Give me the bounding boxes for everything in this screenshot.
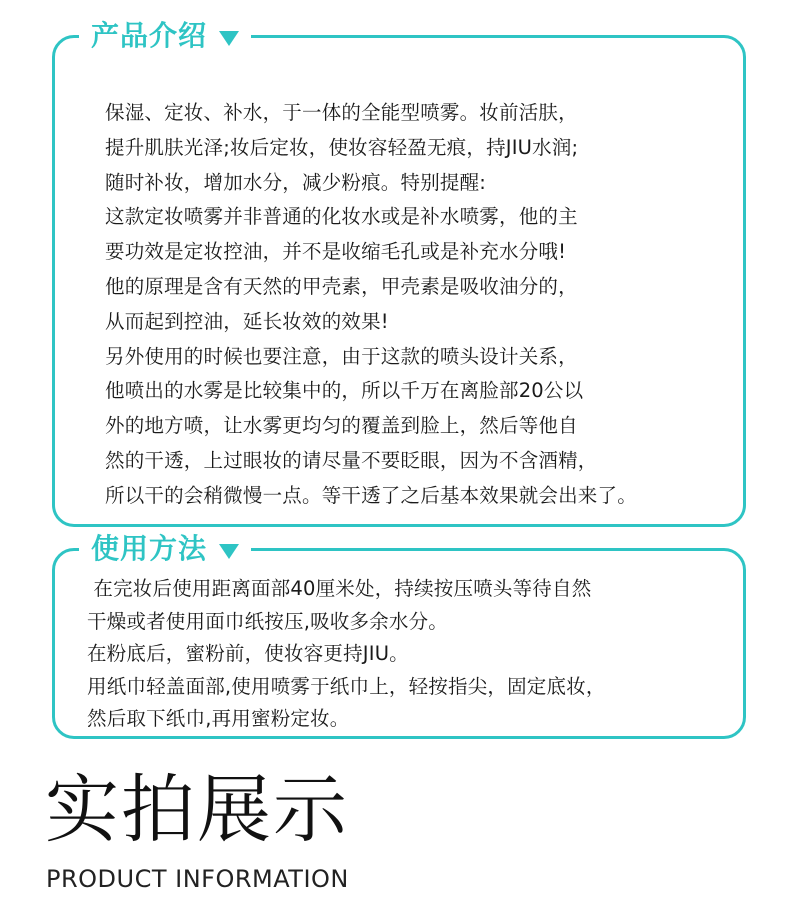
intro-line: 随时补妆，增加水分，减少粉痕。特别提醒: xyxy=(105,170,487,194)
product-intro-text xyxy=(105,96,637,514)
triangle-down-icon xyxy=(219,31,239,46)
usage-text xyxy=(87,573,606,736)
usage-line: 干燥或者使用面巾纸按压,吸收多余水分。 xyxy=(87,609,448,633)
intro-line: 他的原理是含有天然的甲壳素，甲壳素是吸收油分的， xyxy=(105,274,578,298)
intro-line: 外的地方喷，让水雾更均匀的覆盖到脸上，然后等他自 xyxy=(105,414,578,438)
intro-line: 这款定妆喷雾并非普通的化妆水或是补水喷雾，他的主 xyxy=(105,205,578,229)
usage-header xyxy=(79,527,251,571)
usage-line: 然后取下纸巾,再用蜜粉定妆。 xyxy=(87,707,350,731)
product-intro-header xyxy=(79,14,251,58)
intro-line: 保湿、定妆、补水，于一体的全能型喷雾。妆前活肤， xyxy=(105,101,578,124)
intro-line: 提升肌肤光泽;妆后定妆，使妆容轻盈无痕，持JIU水润; xyxy=(105,135,579,159)
intro-line: 另外使用的时候也要注意，由于这款的喷头设计关系， xyxy=(105,344,578,368)
usage-title: 使用方法 xyxy=(91,532,208,565)
intro-line: 他喷出的水雾是比较集中的，所以千万在离脸部20公以 xyxy=(105,379,584,403)
showcase-subtitle: PRODUCT INFORMATION xyxy=(46,865,349,893)
usage-line: 在完妆后使用距离面部40厘米处，持续按压喷头等待自然 xyxy=(87,577,592,600)
usage-panel xyxy=(52,532,746,739)
showcase-title: 实拍展示 xyxy=(45,767,349,853)
usage-line: 在粉底后，蜜粉前，使妆容更持JIU。 xyxy=(87,642,409,666)
intro-line: 从而起到控油，延长妆效的效果! xyxy=(105,309,389,333)
usage-line: 用纸巾轻盖面部,使用喷雾于纸巾上，轻按指尖，固定底妆， xyxy=(87,674,606,698)
product-intro-panel xyxy=(52,19,746,527)
intro-line: 所以干的会稍微慢一点。等干透了之后基本效果就会出来了。 xyxy=(105,483,637,507)
triangle-down-icon xyxy=(219,544,239,559)
intro-line: 然的干透，上过眼妆的请尽量不要眨眼，因为不含酒精， xyxy=(105,448,598,472)
product-intro-title: 产品介绍 xyxy=(91,19,208,52)
intro-line: 要功效是定妆控油，并不是收缩毛孔或是补充水分哦! xyxy=(105,240,567,264)
